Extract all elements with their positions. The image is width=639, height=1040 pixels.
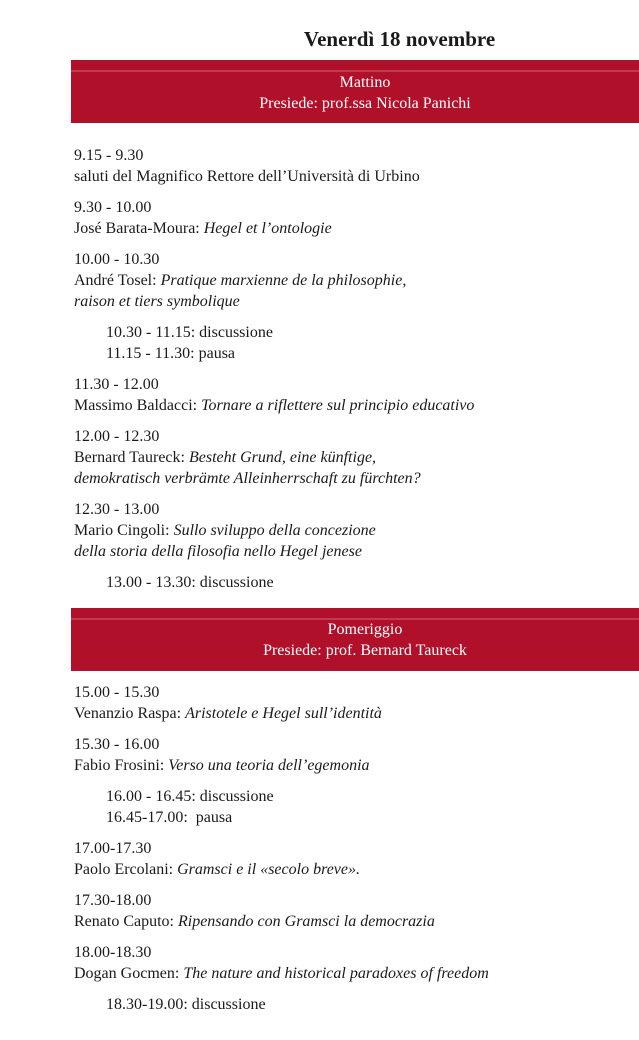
entry-speaker: Mario Cingoli: xyxy=(74,522,174,539)
entry-speaker: Dogan Gocmen: xyxy=(74,965,184,982)
break-line: 16.45-17.00: pausa xyxy=(106,809,233,826)
schedule-entry xyxy=(74,374,634,416)
afternoon-session-chair: Presiede: prof. Bernard Taureck xyxy=(263,642,467,659)
page-title: Venerdì 18 novembre xyxy=(303,27,496,51)
entry-title: Pratique marxienne de la philosophie, xyxy=(160,272,407,289)
schedule-break xyxy=(74,994,634,1015)
entry-time: 17.00-17.30 xyxy=(74,840,152,857)
entry-title: Sullo sviluppo della concezione xyxy=(173,522,376,539)
schedule-entry xyxy=(74,197,634,239)
schedule-entry xyxy=(74,942,634,984)
schedule-break xyxy=(74,786,634,828)
break-line: 13.00 - 13.30: discussione xyxy=(106,574,274,591)
entry-title: Tornare a riflettere sul principio educativo xyxy=(201,397,475,414)
break-line: 16.00 - 16.45: discussione xyxy=(106,788,274,805)
entry-title: Aristotele e Hegel sull’identità xyxy=(185,705,382,722)
entry-title-continued: demokratisch verbrämte Alleinherrschaft zu fürchten? xyxy=(74,470,421,487)
afternoon-session-label: Pomeriggio xyxy=(327,621,403,638)
schedule-entry xyxy=(74,426,634,489)
entry-title: Verso una teoria dell’egemonia xyxy=(168,757,370,774)
schedule-entry xyxy=(74,145,634,187)
entry-speaker: André Tosel: xyxy=(74,272,161,289)
entry-speaker: Paolo Ercolani: xyxy=(74,861,178,878)
afternoon-session-band xyxy=(71,608,639,671)
schedule-entry xyxy=(74,499,634,562)
entry-title-continued: raison et tiers symbolique xyxy=(74,293,240,310)
entry-speaker: Bernard Taureck: xyxy=(74,449,189,466)
morning-session-chair: Presiede: prof.ssa Nicola Panichi xyxy=(259,95,471,112)
entry-speaker: Venanzio Raspa: xyxy=(74,705,186,722)
entry-title: The nature and historical paradoxes of freedom xyxy=(183,965,489,982)
schedule-break xyxy=(74,572,634,593)
entry-time: 10.00 - 10.30 xyxy=(74,251,160,268)
afternoon-schedule xyxy=(74,682,634,1025)
entry-speaker: Renato Caputo: xyxy=(74,913,178,930)
entry-speaker: Massimo Baldacci: xyxy=(74,397,202,414)
entry-speaker: José Barata-Moura: xyxy=(74,220,204,237)
entry-title-continued: della storia della filosofia nello Hegel jenese xyxy=(74,543,362,560)
morning-schedule xyxy=(74,145,634,603)
entry-title: Besteht Grund, eine künftige, xyxy=(188,449,377,466)
break-line: 18.30-19.00: discussione xyxy=(106,996,266,1013)
entry-time: 18.00-18.30 xyxy=(74,944,152,961)
entry-time: 9.15 - 9.30 xyxy=(74,147,144,164)
entry-time: 12.30 - 13.00 xyxy=(74,501,160,518)
entry-time: 12.00 - 12.30 xyxy=(74,428,160,445)
entry-title: Gramsci e il «secolo breve». xyxy=(177,861,361,878)
morning-session-label: Mattino xyxy=(339,74,391,91)
entry-time: 11.30 - 12.00 xyxy=(74,376,159,393)
schedule-break xyxy=(74,322,634,364)
morning-session-band xyxy=(71,60,639,123)
entry-speaker: Fabio Frosini: xyxy=(74,757,169,774)
break-line: 10.30 - 11.15: discussione xyxy=(106,324,273,341)
schedule-entry xyxy=(74,734,634,776)
entry-time: 15.30 - 16.00 xyxy=(74,736,160,753)
entry-text: saluti del Magnifico Rettore dell’Università di Urbino xyxy=(74,168,420,185)
entry-time: 15.00 - 15.30 xyxy=(74,684,160,701)
entry-title: Hegel et l’ontologie xyxy=(203,220,332,237)
schedule-entry xyxy=(74,890,634,932)
entry-time: 17.30-18.00 xyxy=(74,892,152,909)
break-line: 11.15 - 11.30: pausa xyxy=(106,345,236,362)
entry-title: Ripensando con Gramsci la democrazia xyxy=(177,913,435,930)
schedule-entry xyxy=(74,682,634,724)
schedule-entry xyxy=(74,249,634,312)
entry-time: 9.30 - 10.00 xyxy=(74,199,152,216)
schedule-entry xyxy=(74,838,634,880)
